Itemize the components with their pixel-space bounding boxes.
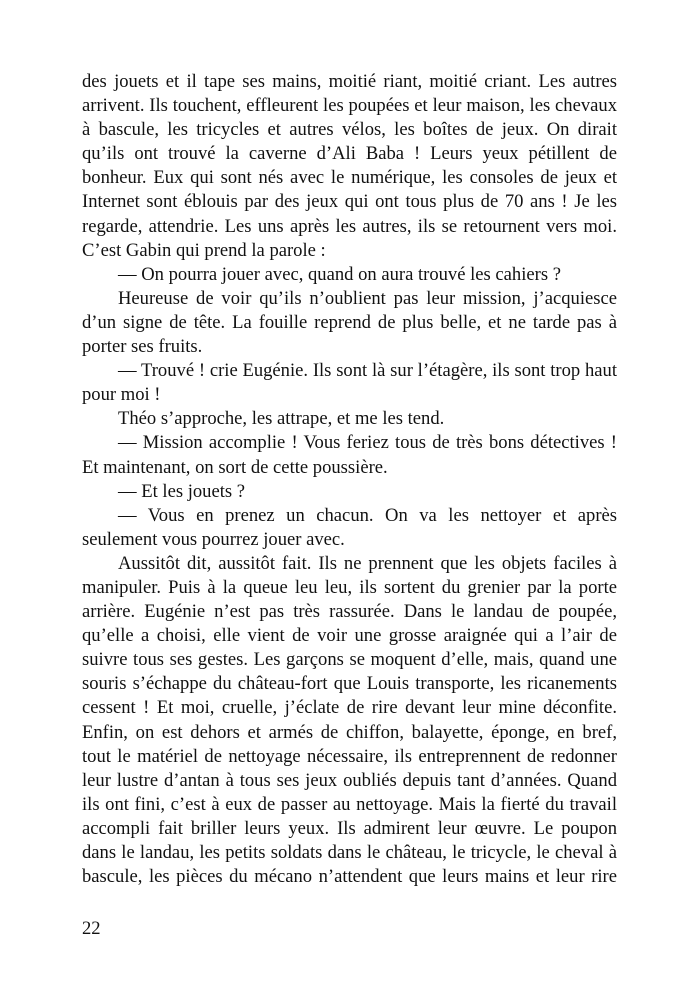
text-line: à bascule, les pièces du mécano n’attendent que leurs mains et leur rire: [82, 842, 617, 888]
text-line: — Trouvé ! crie Eugénie. Ils sont là sur l’étagère, ils sont trop haut: [118, 360, 617, 382]
paragraph-2: [82, 263, 617, 287]
text-line: ils ont fini, c’est à eux de passer au nettoyage. Mais la fierté du travail: [82, 793, 617, 815]
page-number: 22: [82, 918, 101, 939]
paragraph-4: [82, 359, 617, 407]
text-line: dirait qu’ils ont trouvé la caverne d’Ali Baba ! Leurs yeux pétillent de: [82, 119, 617, 165]
text-line: cessent ! Et moi, cruelle, j’éclate de rire devant leur mine déconfite.: [82, 697, 617, 719]
text-line: regarde, attendrie. Les uns après les autres, ils se retournent vers moi.: [82, 215, 617, 237]
text-line: d’un signe de tête. La fouille reprend de plus belle, et ne tarde pas à: [82, 311, 617, 333]
paragraph-9: [82, 552, 617, 889]
text-line: seulement vous pourrez jouer avec.: [82, 528, 345, 550]
text-line: manipuler. Puis à la queue leu leu, ils sortent du grenier par la porte: [82, 576, 617, 598]
text-line: arrivent. Ils touchent, effleurent les poupées et leur maison, les: [82, 95, 551, 117]
text-line: souris s’échappe du château-fort que Louis transporte, les ricanements: [82, 673, 617, 695]
text-line: — Mission accomplie ! Vous feriez tous de très bons détectives !: [118, 432, 617, 454]
text-line: — Vous en prenez un chacun. On va les nettoyer et après: [118, 504, 617, 526]
text-line: porter ses fruits.: [82, 336, 203, 358]
text-line: arrière. Eugénie n’est pas très rassurée. Dans le landau de poupée,: [82, 601, 617, 623]
page-body: [82, 70, 617, 889]
text-line: Théo s’approche, les attrape, et me les tend.: [118, 408, 445, 430]
text-line: des jouets et il tape ses mains, moitié riant, moitié criant. Les autres: [82, 71, 617, 92]
text-line: bonheur. Eux qui sont nés avec le numérique, les consoles de jeux et: [82, 167, 617, 189]
text-line: qu’elle a choisi, elle vient de voir une grosse araignée qui a l’air de: [82, 625, 617, 647]
text-line: tout le matériel de nettoyage nécessaire, ils entreprennent de redonner: [82, 745, 617, 767]
text-line: chevaux à bascule, les tricycles et autres vélos, les boîtes de jeux. On: [82, 95, 617, 141]
text-line: accompli fait briller leurs yeux. Ils admirent leur œuvre. Le poupon: [82, 817, 617, 839]
paragraph-8: [82, 504, 617, 552]
paragraph-3: [82, 287, 617, 359]
paragraph-1: [82, 70, 617, 263]
text-line: suivre tous ses gestes. Les garçons se moquent d’elle, mais, quand une: [82, 649, 617, 671]
paragraph-5: [82, 407, 617, 431]
paragraph-6: [82, 431, 617, 479]
text-line: Enfin, on est dehors et armés de chiffon, balayette, éponge, en bref,: [82, 721, 617, 743]
text-line: — Et les jouets ?: [118, 480, 246, 502]
text-line: Aussitôt dit, aussitôt fait. Ils ne prennent que les objets faciles à: [118, 552, 617, 574]
text-line: Heureuse de voir qu’ils n’oublient pas leur mission, j’acquiesce: [118, 287, 617, 309]
text-line: Et maintenant, on sort de cette poussière.: [82, 456, 388, 478]
text-line: leur lustre d’antan à tous ses jeux oubliés depuis tant d’années. Quand: [82, 769, 617, 791]
text-line: Internet sont éblouis par des jeux qui ont tous plus de 70 ans ! Je les: [82, 191, 617, 213]
text-line: C’est Gabin qui prend la parole :: [82, 239, 326, 261]
text-line: dans le landau, les petits soldats dans le château, le tricycle, le cheval: [82, 842, 604, 863]
text-line: — On pourra jouer avec, quand on aura trouvé les cahiers ?: [118, 263, 561, 285]
text-line: pour moi !: [82, 384, 161, 406]
paragraph-7: [82, 480, 617, 504]
